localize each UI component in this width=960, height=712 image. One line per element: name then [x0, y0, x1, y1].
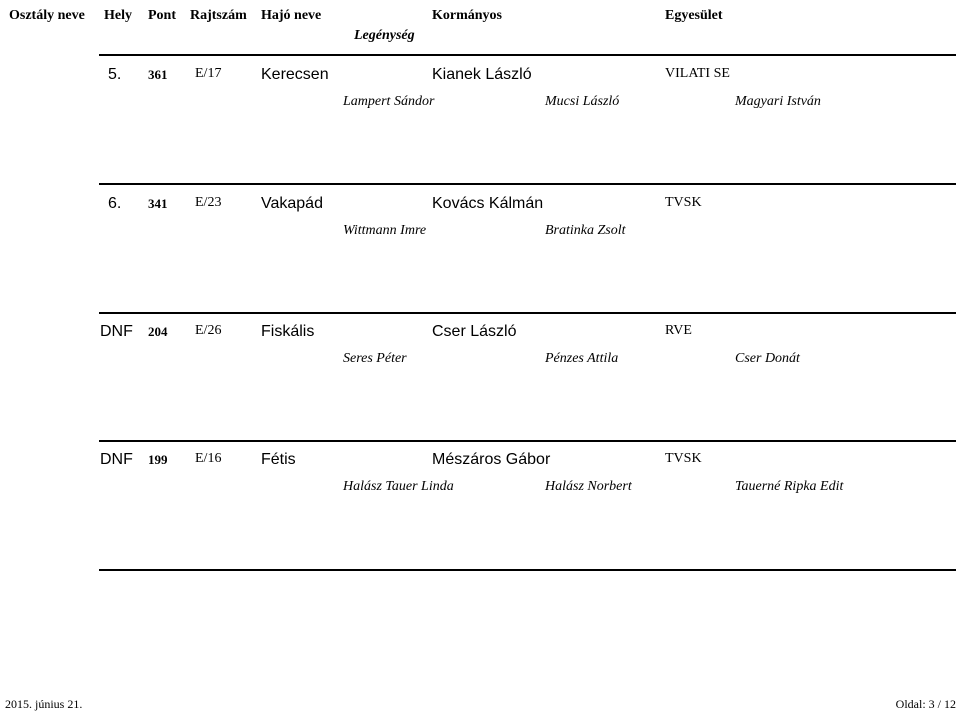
header-sail-no: Rajtszám: [190, 8, 247, 23]
entry-crew-2: Mucsi László: [545, 94, 620, 109]
entry-skipper: Kovács Kálmán: [432, 195, 544, 212]
entry-skipper: Cser László: [432, 323, 517, 340]
entry-crew-1: Lampert Sándor: [343, 94, 435, 109]
row-divider: [99, 183, 956, 185]
row-divider: [99, 440, 956, 442]
entry-boat-name: Fétis: [261, 451, 296, 468]
entry-crew-2: Pénzes Attila: [545, 351, 619, 366]
header-boat-name: Hajó neve: [261, 8, 322, 23]
entry-sail-no: E/26: [195, 323, 222, 338]
header-place: Hely: [104, 8, 132, 23]
entry-place: DNF: [100, 451, 133, 468]
entry-club: TVSK: [665, 195, 702, 210]
header-club: Egyesület: [665, 8, 723, 23]
row-divider: [99, 569, 956, 571]
header-crew: Legénység: [354, 28, 415, 43]
header-skipper: Kormányos: [432, 8, 502, 23]
footer-page-number: Oldal: 3 / 12: [895, 697, 956, 711]
header-class-name: Osztály neve: [9, 8, 85, 23]
entry-place: 6.: [108, 195, 122, 212]
entry-points: 199: [148, 452, 168, 467]
entry-sail-no: E/16: [195, 451, 222, 466]
footer-date: 2015. június 21.: [5, 697, 83, 711]
entry-sail-no: E/17: [195, 66, 222, 81]
entry-skipper: Kianek László: [432, 66, 532, 83]
entry-points: 341: [148, 196, 168, 211]
entry-crew-3: Magyari István: [735, 94, 821, 109]
entry-place: DNF: [100, 323, 133, 340]
header-points: Pont: [148, 8, 176, 23]
entry-sail-no: E/23: [195, 195, 222, 210]
entry-crew-1: Wittmann Imre: [343, 223, 427, 238]
entry-points: 361: [148, 67, 168, 82]
entry-points: 204: [148, 324, 168, 339]
entry-crew-3: Cser Donát: [735, 351, 800, 366]
entry-crew-2: Halász Norbert: [545, 479, 632, 494]
entry-club: RVE: [665, 323, 692, 338]
entry-crew-1: Seres Péter: [343, 351, 407, 366]
row-divider: [99, 312, 956, 314]
entry-crew-2: Bratinka Zsolt: [545, 223, 626, 238]
row-divider: [99, 54, 956, 56]
entry-boat-name: Kerecsen: [261, 66, 329, 83]
entry-club: VILATI SE: [665, 66, 730, 81]
entry-club: TVSK: [665, 451, 702, 466]
entry-crew-1: Halász Tauer Linda: [343, 479, 454, 494]
entry-skipper: Mészáros Gábor: [432, 451, 551, 468]
entry-crew-3: Tauerné Ripka Edit: [735, 479, 844, 494]
entry-boat-name: Fiskális: [261, 323, 315, 340]
entry-place: 5.: [108, 66, 122, 83]
entry-boat-name: Vakapád: [261, 195, 323, 212]
